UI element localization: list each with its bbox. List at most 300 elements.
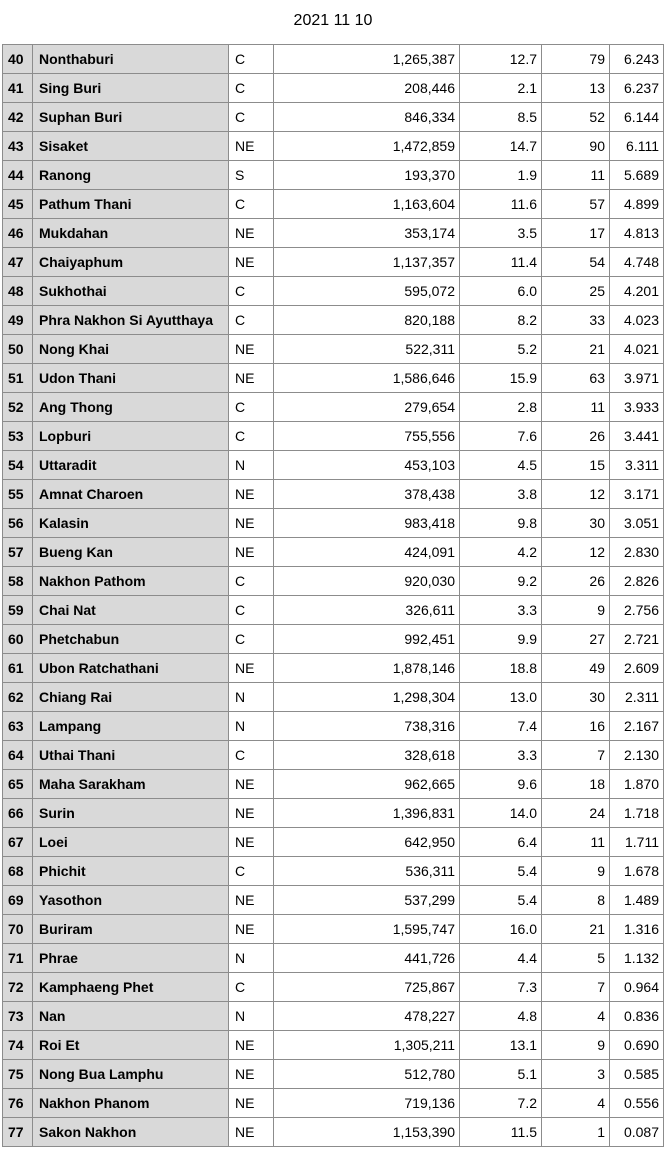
region-cell: NE: [229, 654, 274, 683]
count-cell: 16: [542, 712, 610, 741]
share-cell: 7.2: [460, 1089, 542, 1118]
region-cell: C: [229, 103, 274, 132]
rank-cell: 40: [3, 45, 33, 74]
count-cell: 11: [542, 393, 610, 422]
region-cell: S: [229, 161, 274, 190]
population-cell: 326,611: [274, 596, 460, 625]
rank-cell: 54: [3, 451, 33, 480]
province-cell: Phra Nakhon Si Ayutthaya: [33, 306, 229, 335]
population-cell: 478,227: [274, 1002, 460, 1031]
count-cell: 8: [542, 886, 610, 915]
count-cell: 52: [542, 103, 610, 132]
share-cell: 8.2: [460, 306, 542, 335]
population-cell: 1,153,390: [274, 1118, 460, 1147]
population-cell: 1,298,304: [274, 683, 460, 712]
region-cell: NE: [229, 915, 274, 944]
population-cell: 725,867: [274, 973, 460, 1002]
share-cell: 5.1: [460, 1060, 542, 1089]
table-row: [3, 422, 664, 451]
table-row: [3, 509, 664, 538]
table-row: [3, 1060, 664, 1089]
rank-cell: 52: [3, 393, 33, 422]
table-row: [3, 915, 664, 944]
count-cell: 1: [542, 1118, 610, 1147]
share-cell: 4.5: [460, 451, 542, 480]
population-cell: 595,072: [274, 277, 460, 306]
table-row: [3, 683, 664, 712]
province-cell: Phichit: [33, 857, 229, 886]
province-cell: Nakhon Pathom: [33, 567, 229, 596]
rate-cell: 1.718: [610, 799, 664, 828]
region-cell: C: [229, 306, 274, 335]
population-cell: 962,665: [274, 770, 460, 799]
share-cell: 4.4: [460, 944, 542, 973]
province-cell: Kalasin: [33, 509, 229, 538]
rate-cell: 3.051: [610, 509, 664, 538]
share-cell: 15.9: [460, 364, 542, 393]
share-cell: 1.9: [460, 161, 542, 190]
province-cell: Nakhon Phanom: [33, 1089, 229, 1118]
rank-cell: 53: [3, 422, 33, 451]
rate-cell: 0.836: [610, 1002, 664, 1031]
region-cell: C: [229, 973, 274, 1002]
population-cell: 453,103: [274, 451, 460, 480]
count-cell: 30: [542, 683, 610, 712]
rate-cell: 3.441: [610, 422, 664, 451]
province-cell: Chaiyaphum: [33, 248, 229, 277]
rank-cell: 61: [3, 654, 33, 683]
region-cell: NE: [229, 1089, 274, 1118]
share-cell: 5.4: [460, 857, 542, 886]
table-row: [3, 828, 664, 857]
province-cell: Lampang: [33, 712, 229, 741]
region-cell: NE: [229, 509, 274, 538]
region-cell: NE: [229, 886, 274, 915]
count-cell: 63: [542, 364, 610, 393]
region-cell: N: [229, 712, 274, 741]
region-cell: NE: [229, 132, 274, 161]
rate-cell: 2.130: [610, 741, 664, 770]
rank-cell: 50: [3, 335, 33, 364]
region-cell: N: [229, 944, 274, 973]
table-row: [3, 364, 664, 393]
rate-cell: 3.171: [610, 480, 664, 509]
count-cell: 27: [542, 625, 610, 654]
table-row: [3, 45, 664, 74]
rate-cell: 2.756: [610, 596, 664, 625]
region-cell: NE: [229, 364, 274, 393]
province-cell: Chiang Rai: [33, 683, 229, 712]
population-cell: 1,595,747: [274, 915, 460, 944]
population-cell: 642,950: [274, 828, 460, 857]
rate-cell: 0.585: [610, 1060, 664, 1089]
table-row: [3, 219, 664, 248]
count-cell: 7: [542, 741, 610, 770]
rate-cell: 2.311: [610, 683, 664, 712]
rank-cell: 73: [3, 1002, 33, 1031]
population-cell: 512,780: [274, 1060, 460, 1089]
region-cell: C: [229, 857, 274, 886]
count-cell: 12: [542, 480, 610, 509]
share-cell: 5.2: [460, 335, 542, 364]
count-cell: 9: [542, 1031, 610, 1060]
rank-cell: 47: [3, 248, 33, 277]
rank-cell: 74: [3, 1031, 33, 1060]
table-row: [3, 161, 664, 190]
rank-cell: 56: [3, 509, 33, 538]
rank-cell: 70: [3, 915, 33, 944]
share-cell: 8.5: [460, 103, 542, 132]
rate-cell: 1.316: [610, 915, 664, 944]
rank-cell: 75: [3, 1060, 33, 1089]
share-cell: 14.7: [460, 132, 542, 161]
count-cell: 9: [542, 596, 610, 625]
rank-cell: 66: [3, 799, 33, 828]
province-cell: Ubon Ratchathani: [33, 654, 229, 683]
rate-cell: 2.830: [610, 538, 664, 567]
table-row: [3, 973, 664, 1002]
table-row: [3, 538, 664, 567]
province-cell: Lopburi: [33, 422, 229, 451]
rank-cell: 67: [3, 828, 33, 857]
province-cell: Ranong: [33, 161, 229, 190]
rank-cell: 55: [3, 480, 33, 509]
table-row: [3, 741, 664, 770]
count-cell: 15: [542, 451, 610, 480]
population-cell: 1,472,859: [274, 132, 460, 161]
share-cell: 11.6: [460, 190, 542, 219]
table-row: [3, 654, 664, 683]
share-cell: 2.1: [460, 74, 542, 103]
rate-cell: 5.689: [610, 161, 664, 190]
table-row: [3, 1002, 664, 1031]
rank-cell: 46: [3, 219, 33, 248]
province-cell: Surin: [33, 799, 229, 828]
rank-cell: 51: [3, 364, 33, 393]
population-cell: 353,174: [274, 219, 460, 248]
rank-cell: 43: [3, 132, 33, 161]
province-cell: Sing Buri: [33, 74, 229, 103]
table-row: [3, 1031, 664, 1060]
share-cell: 2.8: [460, 393, 542, 422]
table-row: [3, 799, 664, 828]
province-cell: Udon Thani: [33, 364, 229, 393]
region-cell: C: [229, 596, 274, 625]
share-cell: 11.5: [460, 1118, 542, 1147]
rate-cell: 1.489: [610, 886, 664, 915]
population-cell: 522,311: [274, 335, 460, 364]
rank-cell: 48: [3, 277, 33, 306]
share-cell: 18.8: [460, 654, 542, 683]
count-cell: 79: [542, 45, 610, 74]
rank-cell: 76: [3, 1089, 33, 1118]
count-cell: 24: [542, 799, 610, 828]
rate-cell: 4.023: [610, 306, 664, 335]
rank-cell: 45: [3, 190, 33, 219]
population-cell: 1,265,387: [274, 45, 460, 74]
count-cell: 4: [542, 1089, 610, 1118]
rate-cell: 1.870: [610, 770, 664, 799]
region-cell: NE: [229, 770, 274, 799]
table-row: [3, 1118, 664, 1147]
table-row: [3, 886, 664, 915]
population-cell: 208,446: [274, 74, 460, 103]
table-row: [3, 857, 664, 886]
table-row: [3, 74, 664, 103]
count-cell: 21: [542, 915, 610, 944]
population-cell: 193,370: [274, 161, 460, 190]
count-cell: 26: [542, 422, 610, 451]
population-cell: 719,136: [274, 1089, 460, 1118]
share-cell: 7.6: [460, 422, 542, 451]
province-cell: Chai Nat: [33, 596, 229, 625]
share-cell: 13.0: [460, 683, 542, 712]
table-row: [3, 712, 664, 741]
population-cell: 1,137,357: [274, 248, 460, 277]
count-cell: 11: [542, 828, 610, 857]
province-cell: Sakon Nakhon: [33, 1118, 229, 1147]
region-cell: NE: [229, 219, 274, 248]
region-cell: NE: [229, 538, 274, 567]
rank-cell: 60: [3, 625, 33, 654]
rate-cell: 1.132: [610, 944, 664, 973]
region-cell: N: [229, 451, 274, 480]
population-cell: 820,188: [274, 306, 460, 335]
rate-cell: 3.933: [610, 393, 664, 422]
count-cell: 4: [542, 1002, 610, 1031]
table-row: [3, 335, 664, 364]
count-cell: 17: [542, 219, 610, 248]
province-cell: Suphan Buri: [33, 103, 229, 132]
region-cell: C: [229, 45, 274, 74]
count-cell: 54: [542, 248, 610, 277]
count-cell: 9: [542, 857, 610, 886]
rate-cell: 4.899: [610, 190, 664, 219]
region-cell: N: [229, 1002, 274, 1031]
share-cell: 9.9: [460, 625, 542, 654]
region-cell: NE: [229, 480, 274, 509]
rate-cell: 2.609: [610, 654, 664, 683]
count-cell: 25: [542, 277, 610, 306]
province-cell: Amnat Charoen: [33, 480, 229, 509]
rate-cell: 6.243: [610, 45, 664, 74]
count-cell: 21: [542, 335, 610, 364]
region-cell: N: [229, 683, 274, 712]
rank-cell: 68: [3, 857, 33, 886]
region-cell: NE: [229, 1118, 274, 1147]
rank-cell: 49: [3, 306, 33, 335]
table-body: [3, 45, 664, 1147]
region-cell: NE: [229, 1031, 274, 1060]
region-cell: C: [229, 74, 274, 103]
rate-cell: 3.971: [610, 364, 664, 393]
rate-cell: 6.237: [610, 74, 664, 103]
population-cell: 1,163,604: [274, 190, 460, 219]
province-cell: Yasothon: [33, 886, 229, 915]
table-row: [3, 277, 664, 306]
rate-cell: 2.826: [610, 567, 664, 596]
rank-cell: 58: [3, 567, 33, 596]
province-cell: Nong Khai: [33, 335, 229, 364]
region-cell: NE: [229, 828, 274, 857]
population-cell: 1,305,211: [274, 1031, 460, 1060]
share-cell: 6.0: [460, 277, 542, 306]
table-row: [3, 944, 664, 973]
region-cell: C: [229, 190, 274, 219]
share-cell: 9.2: [460, 567, 542, 596]
province-cell: Phetchabun: [33, 625, 229, 654]
rank-cell: 63: [3, 712, 33, 741]
population-cell: 537,299: [274, 886, 460, 915]
share-cell: 9.6: [460, 770, 542, 799]
rate-cell: 1.711: [610, 828, 664, 857]
rate-cell: 3.311: [610, 451, 664, 480]
region-cell: NE: [229, 248, 274, 277]
rank-cell: 42: [3, 103, 33, 132]
population-cell: 846,334: [274, 103, 460, 132]
table-row: [3, 596, 664, 625]
share-cell: 3.5: [460, 219, 542, 248]
region-cell: NE: [229, 1060, 274, 1089]
province-cell: Sisaket: [33, 132, 229, 161]
population-cell: 536,311: [274, 857, 460, 886]
rank-cell: 69: [3, 886, 33, 915]
rank-cell: 71: [3, 944, 33, 973]
page-title: 2021 11 10: [293, 12, 373, 29]
population-cell: 279,654: [274, 393, 460, 422]
count-cell: 33: [542, 306, 610, 335]
share-cell: 16.0: [460, 915, 542, 944]
rate-cell: 4.201: [610, 277, 664, 306]
count-cell: 12: [542, 538, 610, 567]
table-row: [3, 770, 664, 799]
province-cell: Mukdahan: [33, 219, 229, 248]
table-row: [3, 306, 664, 335]
province-cell: Bueng Kan: [33, 538, 229, 567]
share-cell: 3.3: [460, 596, 542, 625]
count-cell: 5: [542, 944, 610, 973]
province-cell: Nan: [33, 1002, 229, 1031]
count-cell: 90: [542, 132, 610, 161]
rate-cell: 4.813: [610, 219, 664, 248]
table-row: [3, 248, 664, 277]
region-cell: C: [229, 422, 274, 451]
share-cell: 3.3: [460, 741, 542, 770]
table-row: [3, 190, 664, 219]
table-row: [3, 103, 664, 132]
province-cell: Phrae: [33, 944, 229, 973]
table-row: [3, 1089, 664, 1118]
rate-cell: 4.021: [610, 335, 664, 364]
share-cell: 4.8: [460, 1002, 542, 1031]
province-cell: Pathum Thani: [33, 190, 229, 219]
share-cell: 13.1: [460, 1031, 542, 1060]
rate-cell: 6.144: [610, 103, 664, 132]
population-cell: 424,091: [274, 538, 460, 567]
share-cell: 11.4: [460, 248, 542, 277]
province-cell: Maha Sarakham: [33, 770, 229, 799]
population-cell: 983,418: [274, 509, 460, 538]
table-row: [3, 567, 664, 596]
rate-cell: 0.087: [610, 1118, 664, 1147]
rate-cell: 2.167: [610, 712, 664, 741]
count-cell: 3: [542, 1060, 610, 1089]
rank-cell: 72: [3, 973, 33, 1002]
province-cell: Uthai Thani: [33, 741, 229, 770]
count-cell: 30: [542, 509, 610, 538]
count-cell: 49: [542, 654, 610, 683]
share-cell: 4.2: [460, 538, 542, 567]
population-cell: 1,396,831: [274, 799, 460, 828]
count-cell: 18: [542, 770, 610, 799]
rate-cell: 0.964: [610, 973, 664, 1002]
population-cell: 328,618: [274, 741, 460, 770]
rate-cell: 6.111: [610, 132, 664, 161]
region-cell: NE: [229, 335, 274, 364]
table-row: [3, 451, 664, 480]
population-cell: 920,030: [274, 567, 460, 596]
province-cell: Uttaradit: [33, 451, 229, 480]
rate-cell: 0.556: [610, 1089, 664, 1118]
province-cell: Ang Thong: [33, 393, 229, 422]
region-cell: NE: [229, 799, 274, 828]
table-row: [3, 480, 664, 509]
count-cell: 7: [542, 973, 610, 1002]
rank-cell: 41: [3, 74, 33, 103]
population-cell: 378,438: [274, 480, 460, 509]
region-cell: C: [229, 393, 274, 422]
count-cell: 57: [542, 190, 610, 219]
population-cell: 1,586,646: [274, 364, 460, 393]
rank-cell: 62: [3, 683, 33, 712]
count-cell: 11: [542, 161, 610, 190]
population-cell: 1,878,146: [274, 654, 460, 683]
share-cell: 3.8: [460, 480, 542, 509]
population-cell: 441,726: [274, 944, 460, 973]
rate-cell: 0.690: [610, 1031, 664, 1060]
rate-cell: 2.721: [610, 625, 664, 654]
population-cell: 738,316: [274, 712, 460, 741]
share-cell: 9.8: [460, 509, 542, 538]
province-cell: Loei: [33, 828, 229, 857]
rank-cell: 77: [3, 1118, 33, 1147]
count-cell: 26: [542, 567, 610, 596]
count-cell: 13: [542, 74, 610, 103]
region-cell: C: [229, 567, 274, 596]
rank-cell: 65: [3, 770, 33, 799]
province-cell: Sukhothai: [33, 277, 229, 306]
rate-cell: 1.678: [610, 857, 664, 886]
share-cell: 7.3: [460, 973, 542, 1002]
rate-cell: 4.748: [610, 248, 664, 277]
province-cell: Roi Et: [33, 1031, 229, 1060]
region-cell: C: [229, 741, 274, 770]
share-cell: 12.7: [460, 45, 542, 74]
rank-cell: 44: [3, 161, 33, 190]
province-cell: Buriram: [33, 915, 229, 944]
region-cell: C: [229, 277, 274, 306]
share-cell: 6.4: [460, 828, 542, 857]
share-cell: 14.0: [460, 799, 542, 828]
province-table: [2, 44, 664, 1147]
share-cell: 5.4: [460, 886, 542, 915]
population-cell: 992,451: [274, 625, 460, 654]
rank-cell: 57: [3, 538, 33, 567]
population-cell: 755,556: [274, 422, 460, 451]
rank-cell: 59: [3, 596, 33, 625]
share-cell: 7.4: [460, 712, 542, 741]
province-cell: Nonthaburi: [33, 45, 229, 74]
